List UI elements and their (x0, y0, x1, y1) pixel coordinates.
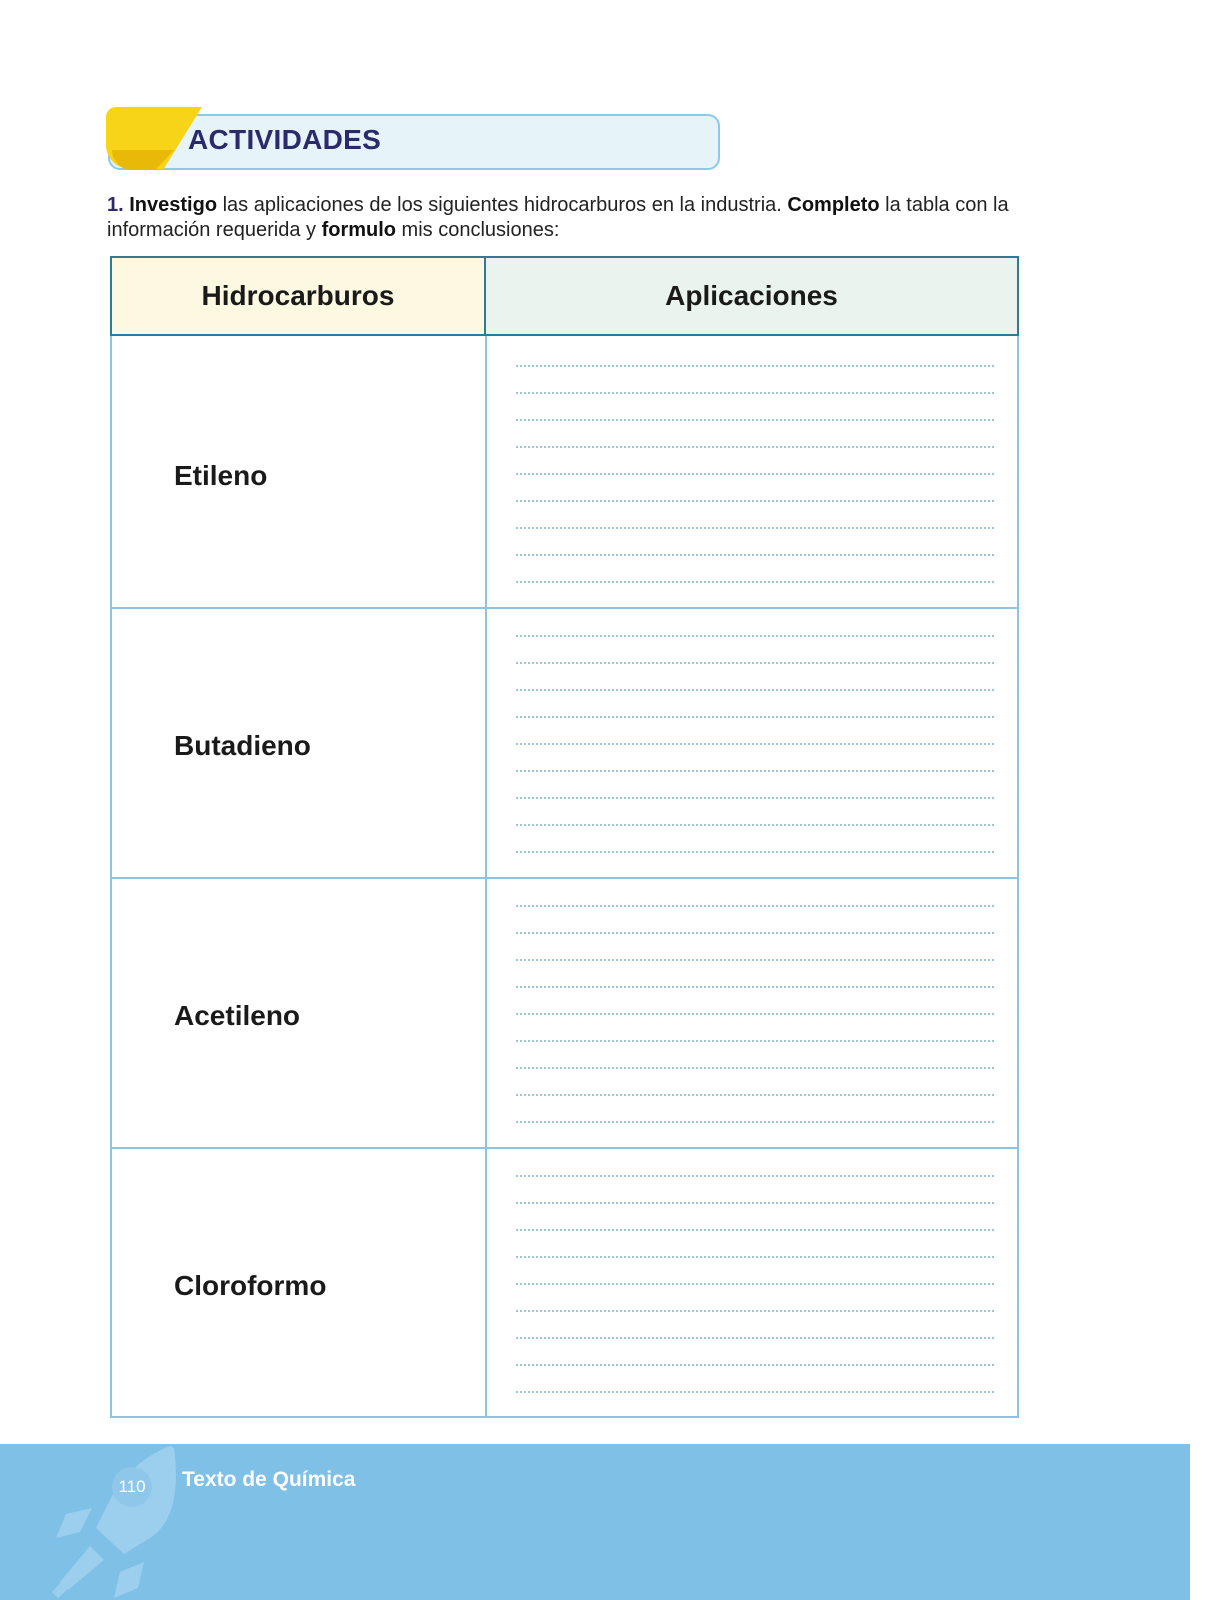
instruction-verb-formulo: formulo (321, 219, 396, 241)
instruction-text-2: la tabla con la información requerida y (107, 194, 1009, 241)
header-aplicaciones: Aplicaciones (484, 256, 1019, 336)
answer-line[interactable] (516, 932, 994, 934)
answer-line[interactable] (516, 1202, 994, 1204)
row-label-butadieno: Butadieno (174, 730, 311, 761)
instruction-text-1: las aplicaciones de los siguientes hidrocarburos en la industria. (217, 194, 788, 216)
header-hidrocarburos: Hidrocarburos (110, 256, 484, 336)
answer-line[interactable] (516, 1121, 994, 1123)
answer-line[interactable] (516, 392, 994, 394)
answer-line[interactable] (516, 1067, 994, 1069)
answer-line[interactable] (516, 500, 994, 502)
instruction-text-3: mis conclusiones: (396, 219, 560, 241)
answer-line[interactable] (516, 446, 994, 448)
answer-line[interactable] (516, 473, 994, 475)
row-label-acetileno: Acetileno (174, 1000, 301, 1031)
answer-line[interactable] (516, 959, 994, 961)
row-divider (112, 877, 1017, 879)
answer-line[interactable] (516, 905, 994, 907)
answer-line[interactable] (516, 527, 994, 529)
answer-line[interactable] (516, 1310, 994, 1312)
book-title: Texto de Química (182, 1468, 356, 1491)
answer-line[interactable] (516, 1040, 994, 1042)
activity-number: 1. (107, 194, 124, 216)
answer-line[interactable] (516, 1364, 994, 1366)
answer-line[interactable] (516, 1013, 994, 1015)
answer-line[interactable] (516, 1283, 994, 1285)
answer-line[interactable] (516, 1094, 994, 1096)
row-divider (112, 607, 1017, 609)
answer-line[interactable] (516, 1391, 994, 1393)
hydrocarbon-table (110, 256, 1019, 1418)
answer-line[interactable] (516, 743, 994, 745)
answer-line[interactable] (516, 1337, 994, 1339)
answer-line[interactable] (516, 581, 994, 583)
answer-line[interactable] (516, 1175, 994, 1177)
activity-instructions (107, 193, 1037, 243)
row-label-cloroformo: Cloroformo (174, 1270, 327, 1301)
section-title: ACTIVIDADES (188, 124, 382, 155)
answer-line[interactable] (516, 662, 994, 664)
answer-line[interactable] (516, 716, 994, 718)
answer-line[interactable] (516, 365, 994, 367)
answer-line[interactable] (516, 689, 994, 691)
answer-line[interactable] (516, 797, 994, 799)
answer-line[interactable] (516, 770, 994, 772)
instruction-verb-completo: Completo (787, 194, 880, 216)
row-divider (112, 1147, 1017, 1149)
answer-line[interactable] (516, 635, 994, 637)
answer-line[interactable] (516, 824, 994, 826)
answer-line[interactable] (516, 851, 994, 853)
page-number: 110 (118, 1477, 146, 1496)
row-label-etileno: Etileno (174, 460, 268, 491)
answer-line[interactable] (516, 1229, 994, 1231)
rocket-icon (52, 1442, 182, 1600)
answer-line[interactable] (516, 1256, 994, 1258)
answer-line[interactable] (516, 986, 994, 988)
answer-line[interactable] (516, 554, 994, 556)
answer-line[interactable] (516, 419, 994, 421)
instruction-verb-investigo: Investigo (129, 194, 218, 216)
